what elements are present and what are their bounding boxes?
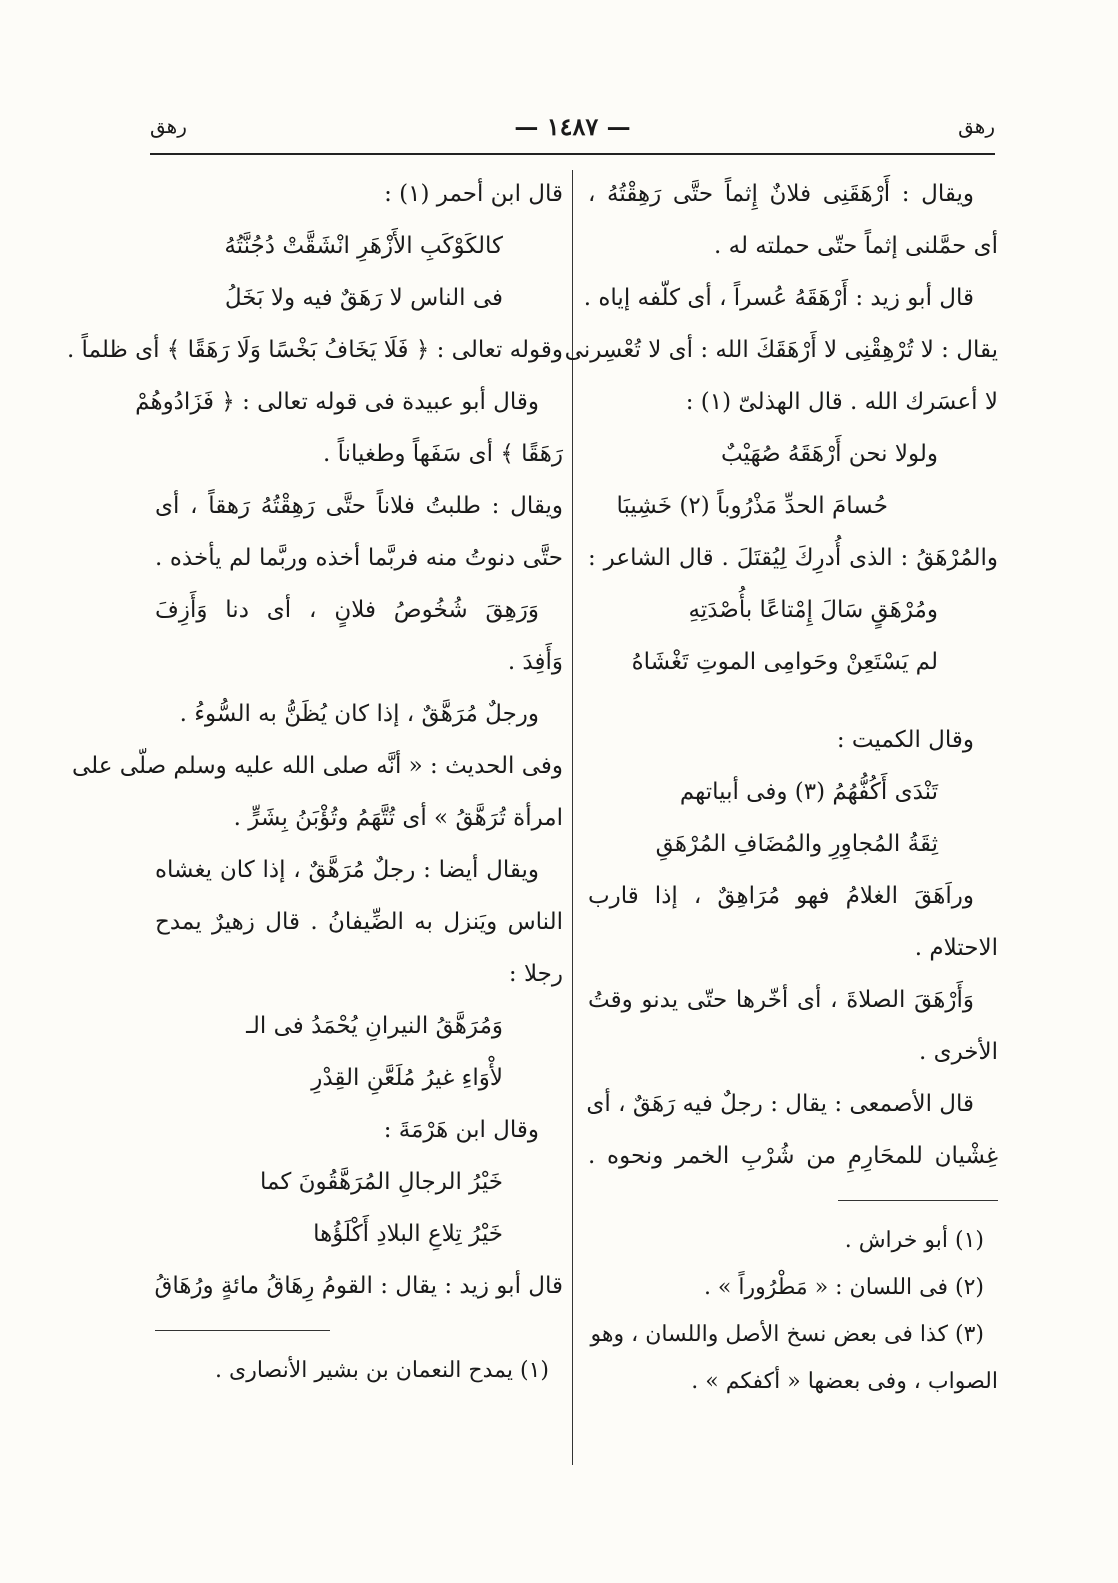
page-number: — ١٤٨٧ — xyxy=(514,112,631,141)
text-line: ويقال أيضا : رجلٌ مُرَهَّقٌ ، إذا كان يغشاه xyxy=(155,857,539,883)
header-rule xyxy=(150,153,995,155)
verse-line: لأْوَاءِ غيرُ مُلَعَّنِ القِدْرِ xyxy=(311,1065,503,1091)
footnote-rule xyxy=(155,1330,330,1331)
verse-line: ولولا نحن أَرْهَقَهُ صُهَيْبٌ xyxy=(720,441,938,467)
text-line: قال ابن أحمر (١) : xyxy=(384,181,563,207)
text-line: وَأَرْهَقَ الصلاةَ ، أى أخّرها حتّى يدنو وقتُ xyxy=(588,987,974,1013)
text-line: وَرَهِقَ شُخُوصُ فلانٍ ، أى دنا وَأَزِفَ xyxy=(155,597,539,623)
verse-line: ومُرْهَقٍ سَالَ إِمْتاعًا بأُصْدَتِهِ xyxy=(688,597,938,623)
text-line: امرأة تُرَهَّقُ » أى تُتَّهَمُ وتُؤْبَنُ بِشَرٍّ . xyxy=(233,805,563,831)
text-line: يقال : لا تُرْهِقْنِى لا أَرْهَقَكَ الله : أى لا تُعْسِرنى xyxy=(564,337,998,363)
running-head-right: رهق xyxy=(958,114,995,138)
text-line: وَأَفِدَ . xyxy=(507,649,563,675)
verse-line: فى الناس لا رَهَقٌ فيه ولا بَخَلُ xyxy=(224,285,503,311)
left-column xyxy=(66,168,563,1394)
page-header xyxy=(150,112,995,152)
text-line: ويقال : طلبتُ فلاناً حتَّى رَهِقْتُهُ رَهقاً ، أى xyxy=(155,493,563,519)
text-line: وقوله تعالى : ﴿ فَلَا يَخَافُ بَخْسًا وَلَا رَهَقًا ﴾ أى ظلماً . xyxy=(66,337,563,363)
spacer xyxy=(588,688,998,714)
text-line: حتَّى دنوتُ منه فربَّما أخذه وربَّما لم يأخذه . xyxy=(155,545,563,571)
footnote: (١) يمدح النعمان بن بشير الأنصارى . xyxy=(215,1358,549,1383)
running-head-left: رهق xyxy=(150,114,187,138)
text-line: قال أبو زيد : يقال : القومُ رِهَاقُ مائةٍ ورُهَاقُ xyxy=(154,1273,563,1299)
text-line: أى حمَّلنى إثماً حتّى حملته له . xyxy=(714,233,998,259)
text-line: الأخرى . xyxy=(918,1039,998,1065)
text-line: غِشْيان للمحَارِمِ من شُرْبِ الخمر ونحوه . xyxy=(588,1143,998,1169)
verse-line: تَنْدَى أَكُفُّهُمُ (٣) وفى أبياتهم xyxy=(679,779,938,805)
verse-line: وَمُرَهَّقُ النيرانِ يُحْمَدُ فى الـ xyxy=(246,1013,503,1039)
right-column xyxy=(564,168,998,1405)
verse-line: خَيْرُ تِلاعِ البلادِ أَكْلَؤُها xyxy=(313,1221,503,1247)
text-line: وراَهَقَ الغلامُ فهو مُرَاهِقٌ ، إذا قارب xyxy=(588,883,974,909)
footnote: (١) أبو خراش . xyxy=(844,1228,984,1253)
footnote: (٣) كذا فى بعض نسخ الأصل واللسان ، وهو xyxy=(590,1322,984,1347)
text-line: قال الأصمعى : يقال : رجلٌ فيه رَهَقٌ ، أى xyxy=(586,1091,974,1117)
text-line: ورجلٌ مُرَهَّقٌ ، إذا كان يُظَنُّ به السُّوءُ . xyxy=(179,701,539,727)
text-line: الاحتلام . xyxy=(914,935,998,961)
verse-line: خَيْرُ الرجالِ المُرَهَّقُونَ كما xyxy=(260,1169,503,1195)
text-line: والمُرْهَقُ : الذى أُدرِكَ لِيُقتَلَ . قال الشاعر : xyxy=(588,545,998,571)
text-line: ويقال : أَرْهَقَنِى فلانٌ إِثماً حتَّى رَهِقْتُهُ ، xyxy=(588,181,974,207)
footnote: الصواب ، وفى بعضها « أكفكم » . xyxy=(691,1369,998,1394)
text-line: الناس ويَنزل به الضِّيفانُ . قال زهيرٌ يمدح xyxy=(155,909,563,935)
text-line: قال أبو زيد : أَرْهَقَهُ عُسراً ، أى كلّفه إياه . xyxy=(583,285,974,311)
text-line: وقال ابن هَرْمَةَ : xyxy=(383,1117,539,1143)
text-line: وقال أبو عبيدة فى قوله تعالى : ﴿ فَزَادُوهُمْ xyxy=(135,389,539,415)
text-line: رَهَقًا ﴾ أى سَفَهاً وطغياناً . xyxy=(323,441,563,467)
verse-line: كالكَوْكَبِ الأَزْهَرِ انْشَقَّتْ دُجُنَّتُهُ xyxy=(224,233,503,259)
footnote-rule xyxy=(838,1200,998,1201)
verse-line: لم يَسْتَعِنْ وحَوامِى الموتِ تَغْشَاهُ xyxy=(631,649,938,675)
verse-line: ثِقَةُ المُجاوِرِ والمُضَافِ المُرْهَقِ xyxy=(655,831,938,857)
text-line: وفى الحديث : « أنَّه صلى الله عليه وسلم صلّى على xyxy=(71,753,563,779)
footnote: (٢) فى اللسان : « مَطْرُوراً » . xyxy=(703,1275,984,1300)
text-line: لا أعسَرك الله . قال الهذلىّ (١) : xyxy=(685,389,998,415)
verse-line: حُسامَ الحدِّ مَذْرُوباً (٢) خَشِيبَا xyxy=(616,493,888,519)
text-line: رجلا : xyxy=(508,961,563,987)
text-line: وقال الكميت : xyxy=(836,727,974,753)
